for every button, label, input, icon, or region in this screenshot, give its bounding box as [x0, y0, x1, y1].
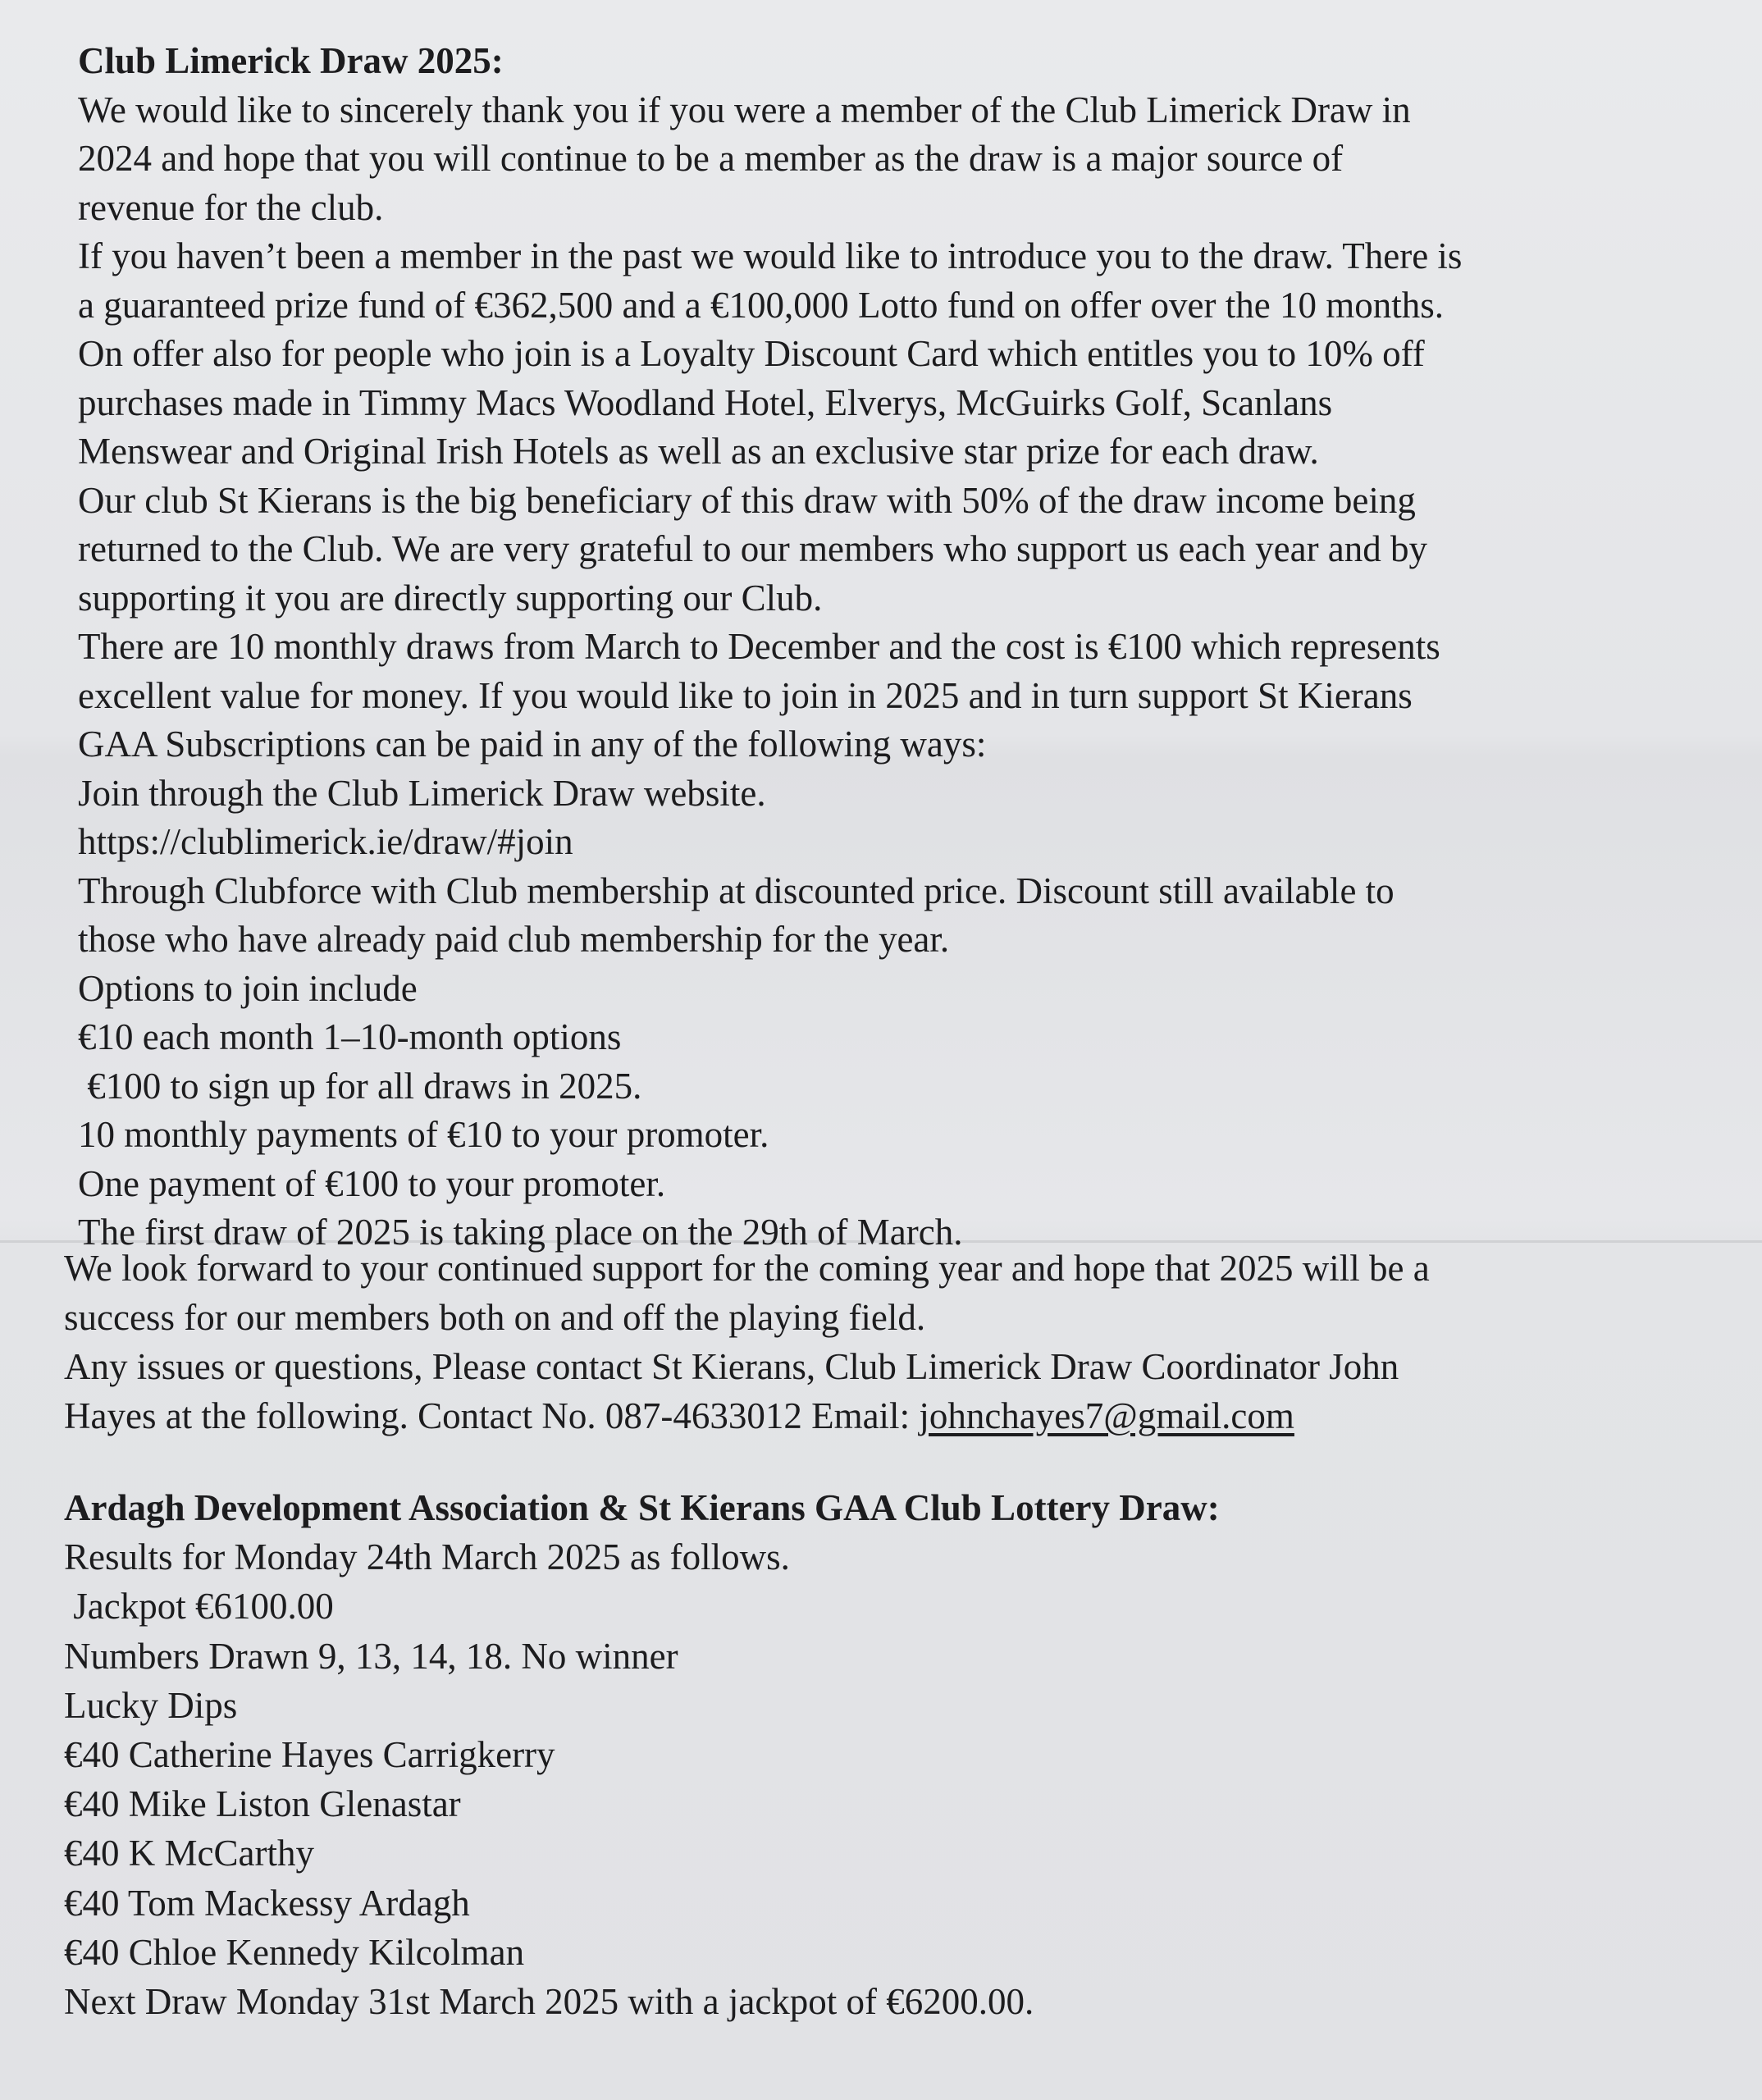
- club-limerick-line: GAA Subscriptions can be paid in any of the following ways:: [78, 724, 987, 765]
- lottery-line: Results for Monday 24th March 2025 as follows.: [64, 1536, 790, 1578]
- club-limerick-url: https://clublimerick.ie/draw/#join: [78, 821, 573, 862]
- club-limerick-option: €100 to sign up for all draws in 2025.: [78, 1065, 642, 1107]
- club-limerick-line: 2024 and hope that you will continue to be a member as the draw is a major source of: [78, 138, 1344, 179]
- club-limerick-line: Through Clubforce with Club membership at discounted price. Discount still available to: [78, 870, 1395, 911]
- club-limerick-line: purchases made in Timmy Macs Woodland Hotel, Elverys, McGuirks Golf, Scanlans: [78, 381, 1333, 423]
- club-limerick-line: revenue for the club.: [78, 186, 384, 228]
- contact-prefix: Hayes at the following. Contact No. 087-4633012 Email:: [64, 1395, 920, 1436]
- closing-line: success for our members both on and off the playing field.: [64, 1297, 926, 1338]
- club-limerick-line: If you haven’t been a member in the past we would like to introduce you to the draw. There is: [78, 235, 1463, 276]
- lucky-dip-winner: €40 Chloe Kennedy Kilcolman: [64, 1931, 525, 1973]
- club-limerick-line: Options to join include: [78, 967, 418, 1009]
- email-link[interactable]: johnchayes7@gmail.com: [919, 1395, 1294, 1436]
- lucky-dip-winner: €40 Tom Mackessy Ardagh: [64, 1882, 470, 1924]
- club-limerick-option: 10 monthly payments of €10 to your promoter.: [78, 1114, 769, 1155]
- club-limerick-line: a guaranteed prize fund of €362,500 and a €100,000 Lotto fund on offer over the 10 months.: [78, 284, 1444, 326]
- club-limerick-line: We would like to sincerely thank you if you were a member of the Club Limerick Draw in: [78, 89, 1411, 130]
- club-limerick-line: supporting it you are directly supporting our Club.: [78, 577, 823, 619]
- club-limerick-line: Menswear and Original Irish Hotels as well as an exclusive star prize for each draw.: [78, 431, 1319, 472]
- lucky-dip-winner: €40 Catherine Hayes Carrigkerry: [64, 1734, 555, 1776]
- lottery-section: [64, 1483, 1705, 2026]
- club-limerick-line: returned to the Club. We are very grateful to our members who support us each year and by: [78, 528, 1428, 569]
- club-limerick-closing: [64, 1244, 1737, 1440]
- club-limerick-title: Club Limerick Draw 2025:: [78, 40, 504, 81]
- club-limerick-section: [78, 37, 1710, 1258]
- club-limerick-line: On offer also for people who join is a Loyalty Discount Card which entitles you to 10% off: [78, 333, 1425, 374]
- club-limerick-line: The first draw of 2025 is taking place on the 29th of March.: [78, 1212, 963, 1253]
- lucky-dip-winner: €40 Mike Liston Glenastar: [64, 1783, 461, 1825]
- next-draw-line: Next Draw Monday 31st March 2025 with a jackpot of €6200.00.: [64, 1981, 1034, 2023]
- club-limerick-option: €10 each month 1–10-month options: [78, 1016, 622, 1057]
- contact-line: [64, 1391, 1737, 1440]
- club-limerick-line: excellent value for money. If you would like to join in 2025 and in turn support St Kierans: [78, 674, 1413, 716]
- numbers-drawn-line: Numbers Drawn 9, 13, 14, 18. No winner: [64, 1635, 678, 1677]
- club-limerick-option: One payment of €100 to your promoter.: [78, 1162, 666, 1204]
- lottery-title: Ardagh Development Association & St Kierans GAA Club Lottery Draw:: [64, 1487, 1220, 1528]
- lucky-dip-winner: €40 K McCarthy: [64, 1833, 314, 1874]
- closing-line: We look forward to your continued support for the coming year and hope that 2025 will be a: [64, 1248, 1430, 1289]
- jackpot-line: Jackpot €6100.00: [64, 1586, 334, 1628]
- club-limerick-line: Our club St Kierans is the big beneficiary of this draw with 50% of the draw income being: [78, 479, 1416, 521]
- club-limerick-line: There are 10 monthly draws from March to December and the cost is €100 which represents: [78, 626, 1440, 667]
- club-limerick-line: those who have already paid club membership for the year.: [78, 919, 950, 960]
- lucky-dips-heading: Lucky Dips: [64, 1684, 238, 1726]
- club-limerick-line: Join through the Club Limerick Draw website.: [78, 772, 766, 814]
- closing-line: Any issues or questions, Please contact St Kierans, Club Limerick Draw Coordinator John: [64, 1346, 1399, 1387]
